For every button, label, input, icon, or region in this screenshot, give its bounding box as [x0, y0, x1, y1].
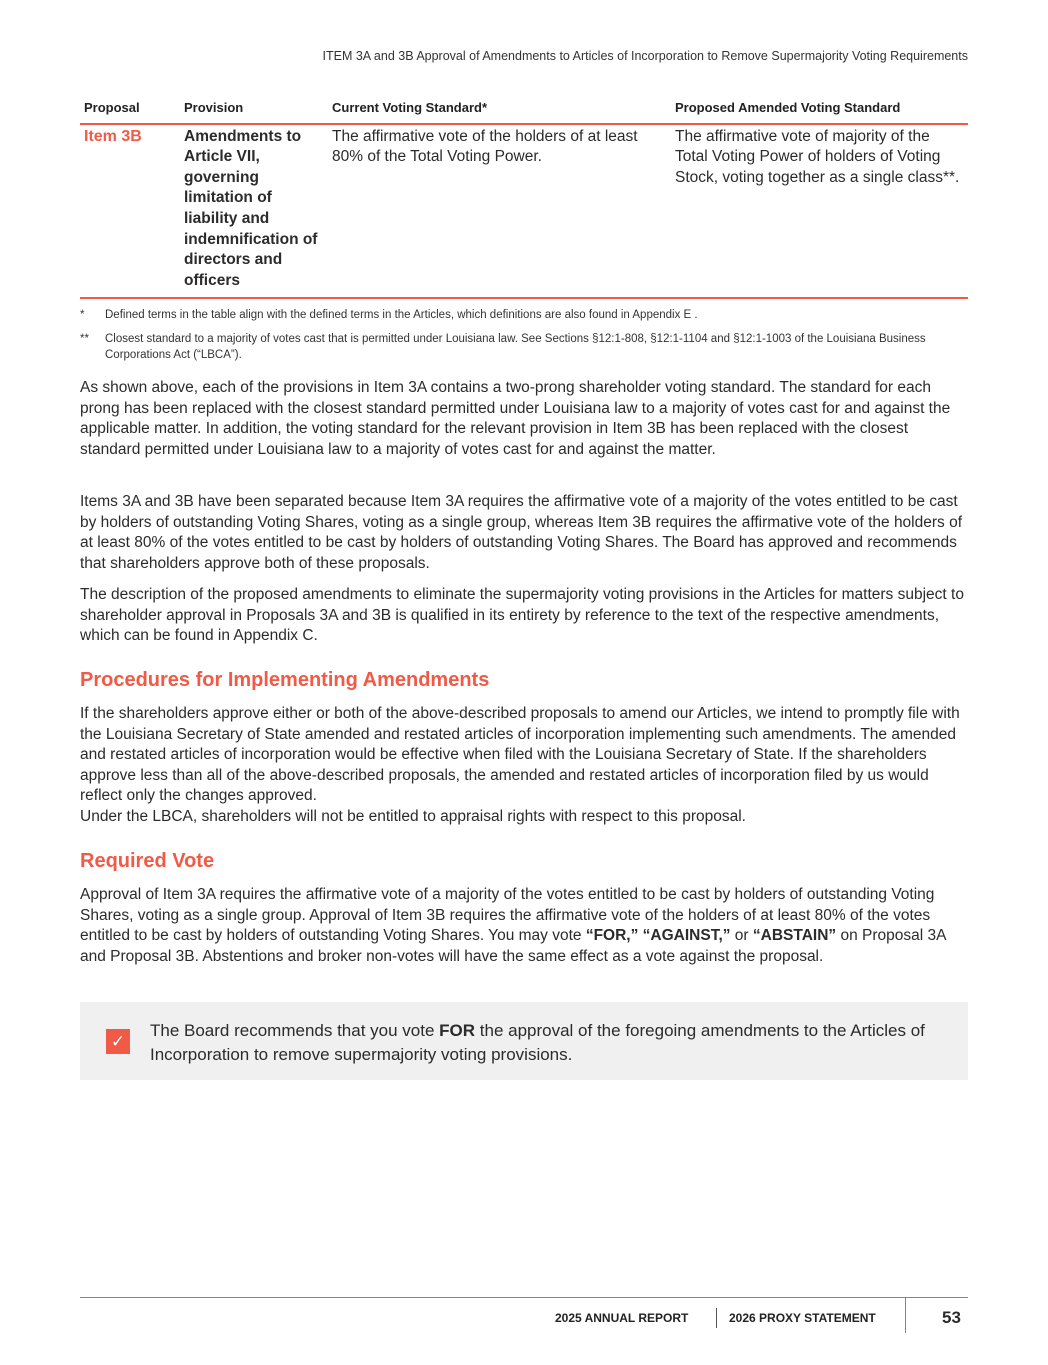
proposal-table: [80, 96, 968, 299]
current-standard-cell: The affirmative vote of the holders of at least 80% of the Total Voting Power.: [328, 124, 671, 299]
col-header: Proposal: [80, 96, 180, 124]
text: FOR: [439, 1021, 476, 1040]
section-heading: Required Vote: [80, 850, 215, 872]
footnote-text: Closest standard to a majority of votes cast that is permitted under Louisiana law. See Sections §12:1-808, §12:1-1104 and §12:1-1003 of the Louisiana Business Corporations Act (“LBCA”).: [105, 333, 926, 361]
recommendation-callout: [80, 1002, 968, 1080]
text: or: [730, 927, 753, 945]
col-header: Proposed Amended Voting Standard: [671, 96, 968, 124]
footnote: [80, 331, 968, 363]
page-number: 53: [942, 1308, 961, 1327]
text: Approval of Item 3A requires the affirmative vote of a majority of the votes entitled to be cast by holders of outstanding Voting Shares, voting as a single group. Approval of Item 3B requires the affirmative vote of the holders of at least 80% of the votes entitled to be cast by holders of outstanding Voting Shares. You may vote: [80, 886, 935, 945]
table-header-row: [80, 96, 968, 124]
col-header: Provision: [180, 96, 328, 124]
paragraph: [80, 885, 970, 967]
proposal-cell: Item 3B: [80, 124, 180, 299]
footer-divider: [80, 1297, 968, 1298]
paragraph: Items 3A and 3B have been separated because Item 3A requires the affirmative vote of a majority of the votes entitled to be cast by holders of outstanding Voting Shares, voting as a single group, whereas Item 3B requires the affirmative vote of the holders of at least 80% of the votes entitled to be cast by holders of outstanding Voting Shares. The Board has approved and recommends that shareholders approve both of these proposals.: [80, 493, 963, 572]
vote-against: “AGAINST,”: [642, 927, 731, 945]
text: The Board recommends that you vote: [150, 1021, 440, 1040]
vote-abstain: “ABSTAIN”: [752, 927, 837, 945]
section-heading: Procedures for Implementing Amendments: [80, 669, 490, 691]
footer-annual-report: 2025 ANNUAL REPORT: [555, 1311, 689, 1325]
paragraph: If the shareholders approve either or both of the above-described proposals to amend our Articles, we intend to promptly file with the Louisiana Secretary of State amended and restated articles of incorporation implementing such amendments. The amended and restated articles of incorporation would be effective when filed with the Louisiana Secretary of State. If the shareholders approve less than all of the above-described proposals, the amended and restated articles of incorporation filed by us would reflect only the changes approved.: [80, 705, 960, 805]
footer-separator: [716, 1308, 717, 1328]
text: on Proposal 3A and Proposal 3B. Abstentions and broker non-votes will have the same effect as a vote against the proposal.: [80, 927, 946, 965]
checkmark-icon: ✓: [106, 1029, 130, 1054]
paragraph: The description of the proposed amendments to eliminate the supermajority voting provisions in the Articles for matters subject to shareholder approval in Proposals 3A and 3B is qualified in its entirety by reference to the text of the respective amendments, which can be found in Appendix C.: [80, 586, 964, 645]
footnote-text: Defined terms in the table align with the defined terms in the Articles, which definitions are also found in Appendix E .: [105, 309, 698, 321]
text: the approval of the foregoing amendments to the Articles of Incorporation to remove supermajority voting provisions.: [150, 1021, 925, 1064]
table-row: [80, 124, 968, 299]
footer-proxy-statement: 2026 PROXY STATEMENT: [729, 1311, 876, 1325]
paragraph: Under the LBCA, shareholders will not be entitled to appraisal rights with respect to this proposal.: [80, 808, 746, 825]
footer-divider-vertical: [905, 1297, 906, 1333]
footnote-mark: **: [80, 333, 89, 345]
col-header: Current Voting Standard*: [328, 96, 671, 124]
paragraph: As shown above, each of the provisions in Item 3A contains a two-prong shareholder voting standard. The standard for each prong has been replaced with the closest standard permitted under Louisiana law to a majority of votes cast for and against the applicable matter. In addition, the voting standard for the relevant provision in Item 3B has been replaced with the closest standard permitted under Louisiana law to a majority of votes cast for and against the matter.: [80, 379, 951, 458]
footnote-mark: *: [80, 309, 85, 321]
running-header: ITEM 3A and 3B Approval of Amendments to Articles of Incorporation to Remove Supermajority Voting Requirements: [322, 49, 968, 63]
recommendation-text: [150, 1019, 950, 1067]
proposed-standard-cell: The affirmative vote of majority of the Total Voting Power of holders of Voting Stock, voting together as a single class**.: [671, 124, 968, 299]
footnote: [80, 307, 968, 323]
vote-for: “FOR,”: [585, 927, 639, 945]
provision-cell: Amendments to Article VII, governing limitation of liability and indemnification of directors and officers: [180, 124, 328, 299]
